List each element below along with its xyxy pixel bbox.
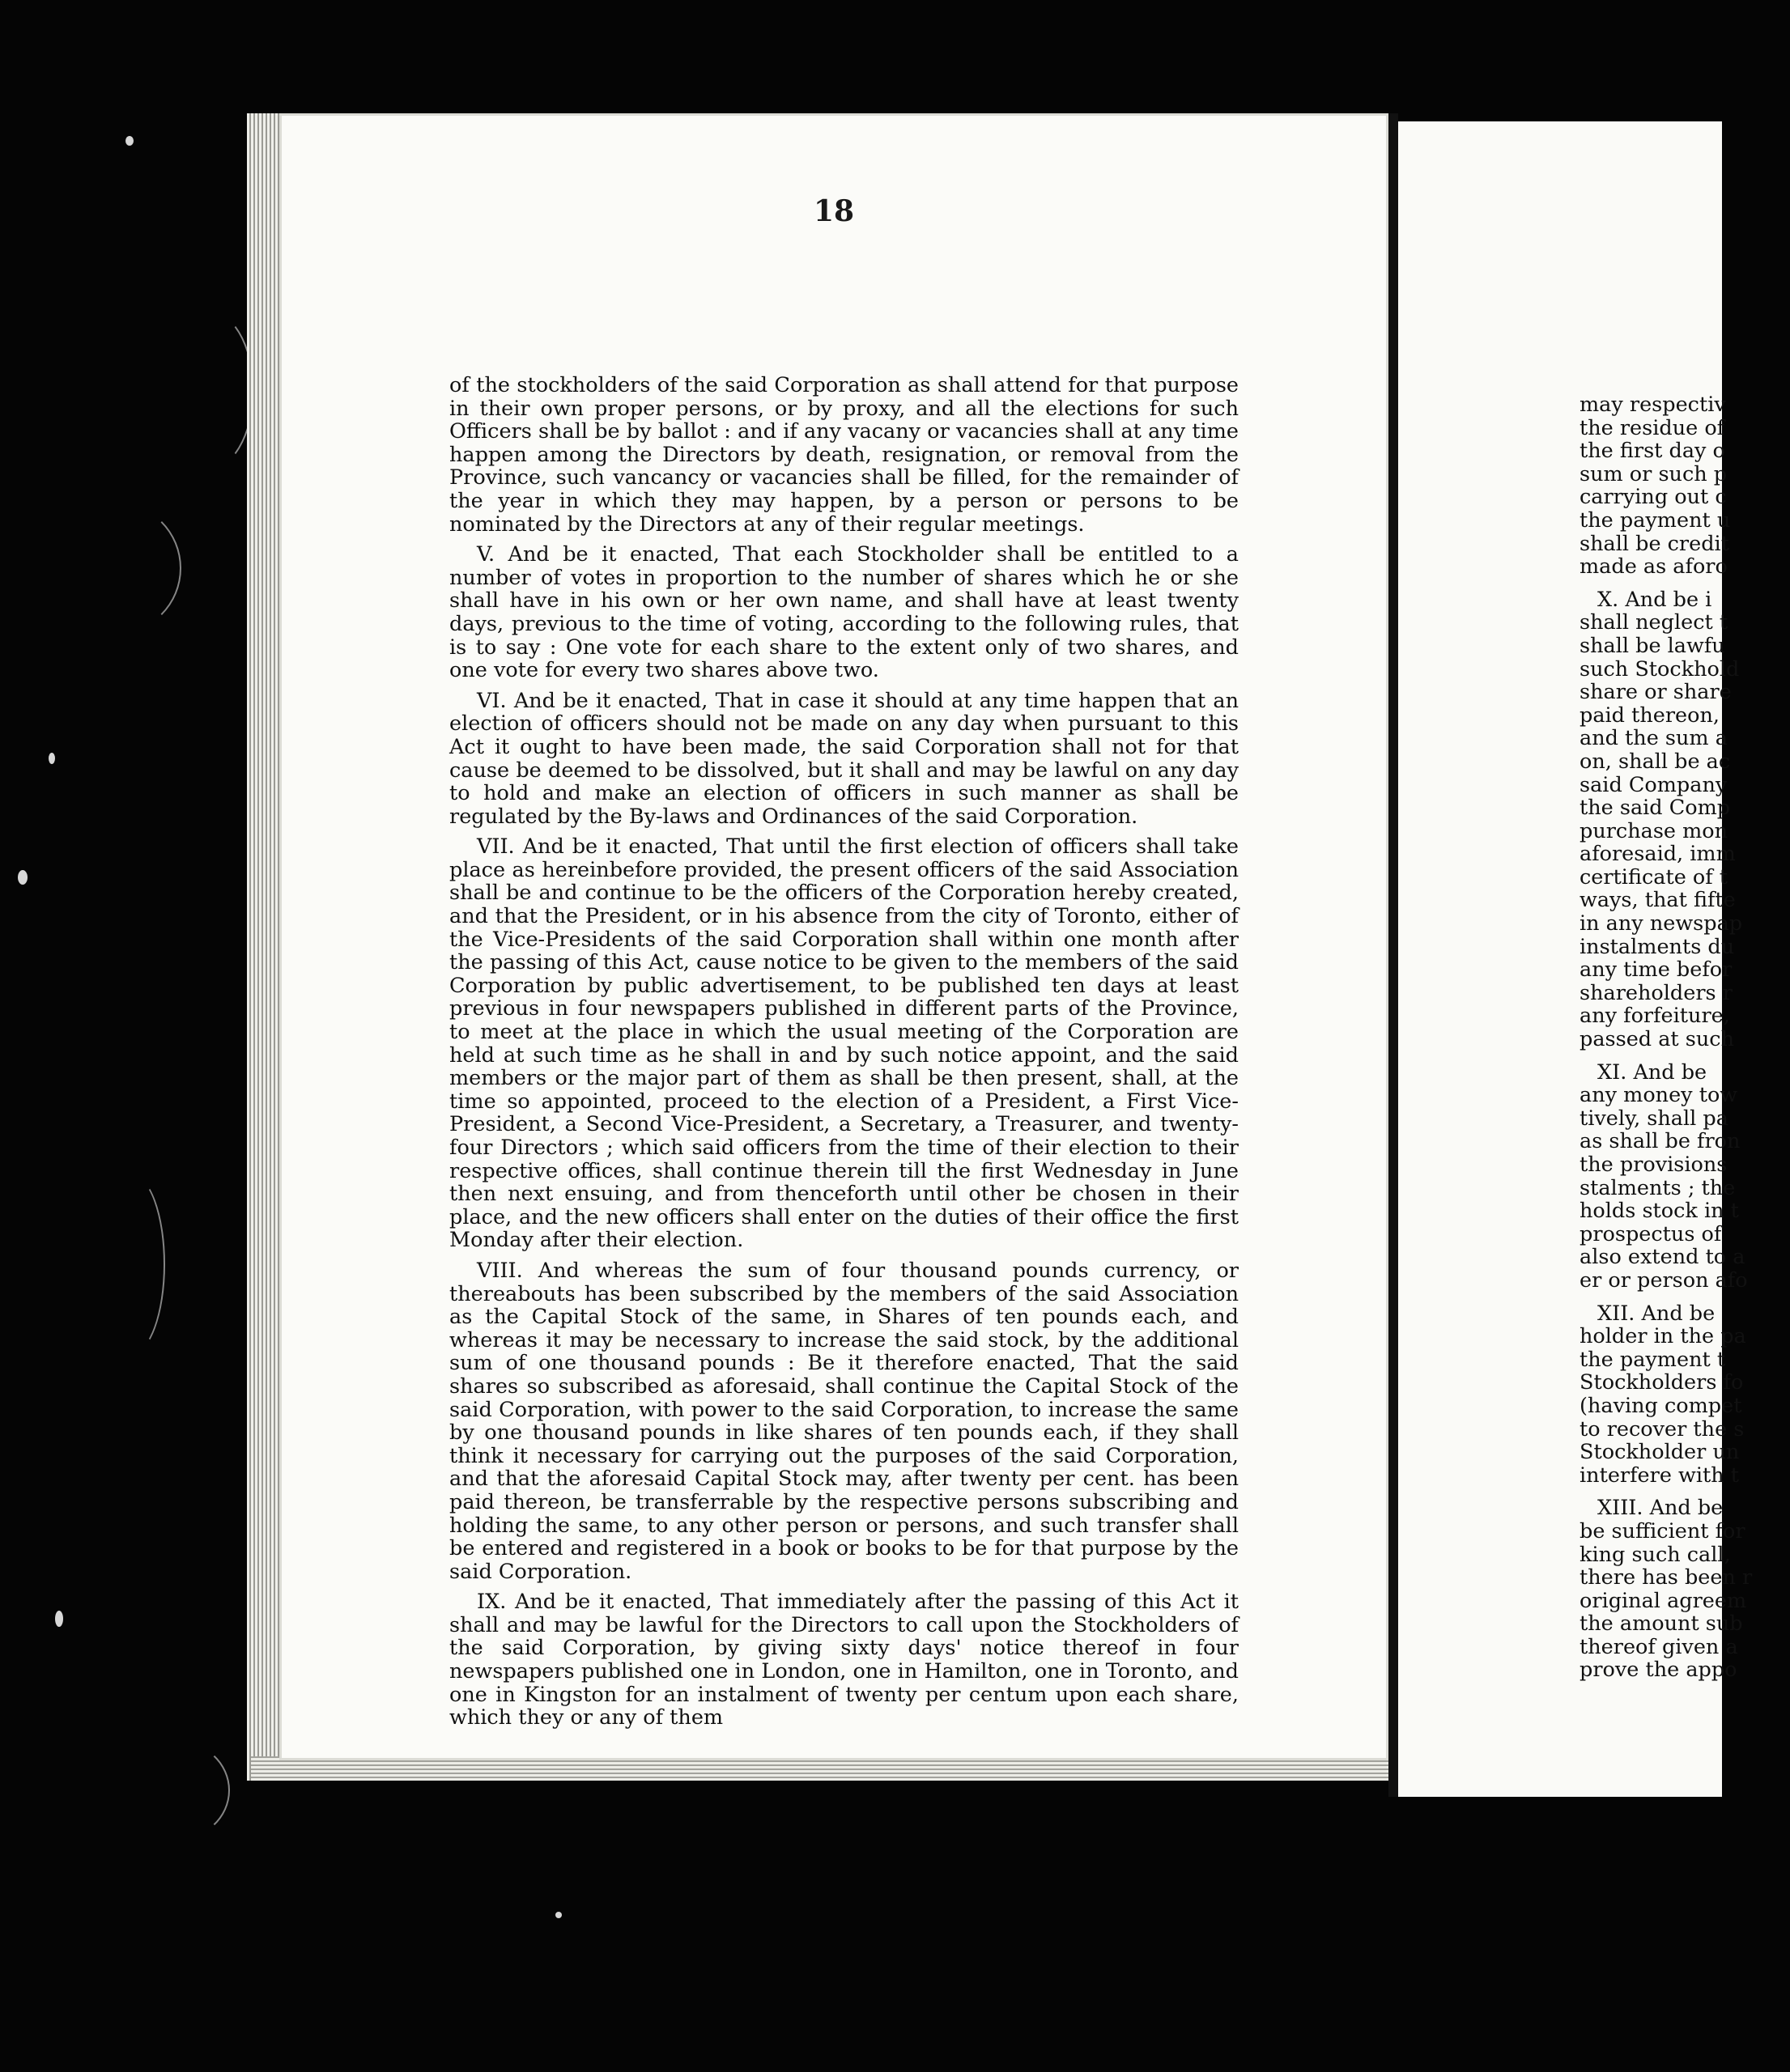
right-page-line: thereof given a bbox=[1580, 1634, 1738, 1659]
right-page-line: er or person afo bbox=[1580, 1267, 1748, 1293]
section-vi: VI. And be it enacted, That in case it should at any time happen that an election of officers should not be made on any day when pursuant to this Act it ought to have been made, the said Corporation shall not for that cause be deemed to be dissolved, but it shall and may be lawful on any day to hold and make an election of officers in such manner as shall be regulated by the By-laws and Ordinances of the said Corporation. bbox=[449, 688, 1239, 829]
right-page-line: the payment u bbox=[1580, 507, 1731, 533]
right-page-line: also extend to a bbox=[1580, 1245, 1745, 1270]
right-page-line: made as aforo bbox=[1580, 554, 1728, 580]
right-page-line: original agreem bbox=[1580, 1588, 1747, 1613]
right-page-text bbox=[1580, 393, 1790, 1682]
right-page-line: be sufficient for bbox=[1580, 1518, 1745, 1543]
right-page-line: on, shall be ac bbox=[1580, 749, 1731, 774]
right-page-line: any forfeiture, bbox=[1580, 1004, 1730, 1029]
right-page-line: any money tow bbox=[1580, 1083, 1738, 1108]
right-page-line: king such call, bbox=[1580, 1542, 1731, 1567]
section-v: V. And be it enacted, That each Stockholder shall be entitled to a number of votes in proportion to the number of shares which he or she shall have in his own or her own name, and shall have at least twenty days, previous to the time of voting, according to the following rules, that is to say : One vote for each share to the extent only of two shares, and one vote for every two shares above two. bbox=[449, 542, 1239, 683]
right-page-line: the said Comp bbox=[1580, 796, 1731, 821]
right-page-line: holder in the pa bbox=[1580, 1324, 1746, 1349]
right-page-line: to recover the s bbox=[1580, 1416, 1745, 1441]
page-number: 18 bbox=[813, 194, 855, 228]
fibre bbox=[97, 1174, 165, 1355]
right-page-line: prospectus of bbox=[1580, 1221, 1722, 1246]
right-page-line: XIII. And be bbox=[1597, 1496, 1724, 1521]
right-page-line: and the sum a bbox=[1580, 726, 1728, 751]
right-page-line: any time befor bbox=[1580, 957, 1733, 983]
dust-speck bbox=[125, 136, 134, 146]
right-page-line: interfere with t bbox=[1580, 1463, 1740, 1488]
right-page-line: may respectiv bbox=[1580, 393, 1726, 417]
section-ix: IX. And be it enacted, That immediately after the passing of this Act it shall and may be lawful for the Directors to call upon the Stockholders of the said Corporation, by giving sixty days' notice thereof in four newspapers published one in London, one in Hamilton, one in Toronto, and one in Kingston for an instalment of twenty per centum upon each share, which they or any of them bbox=[449, 1590, 1239, 1730]
right-page-line: aforesaid, imm bbox=[1580, 842, 1736, 867]
right-page-line: the residue of bbox=[1580, 415, 1725, 440]
fibre bbox=[154, 308, 254, 473]
right-page-line: as shall be fron bbox=[1580, 1129, 1741, 1154]
book-spine bbox=[1388, 113, 1398, 1797]
right-page-line: carrying out c bbox=[1580, 485, 1727, 510]
right-page-line: XII. And be bbox=[1597, 1301, 1716, 1326]
right-page-line: sum or such p bbox=[1580, 461, 1728, 486]
paragraph-gap bbox=[1580, 1293, 1790, 1302]
right-page-line: (having compet bbox=[1580, 1393, 1742, 1418]
right-page-line: certificate of t bbox=[1580, 864, 1728, 890]
right-page-line: Stockholders fo bbox=[1580, 1370, 1744, 1395]
right-page-line: the first day o bbox=[1580, 439, 1725, 464]
right-page-line: the provisions bbox=[1580, 1153, 1728, 1177]
right-page-line: ways, that fifte bbox=[1580, 888, 1736, 913]
right-page-line: holds stock in t bbox=[1580, 1199, 1739, 1224]
right-page-line: passed at such bbox=[1580, 1027, 1734, 1052]
paragraph-continuation: of the stockholders of the said Corporation as shall attend for that purpose in their own proper persons, or by proxy, and all the elections for such Officers shall be by ballot : and if any vacany or vacancies shall at any time happen among the Directors by death, resignation, or removal from the Province, such vancancy or vacancies shall be filled, for the remainder of the year in which they may happen, by a person or persons to be nominated by the Directors at any of their regular meetings. bbox=[449, 373, 1239, 537]
right-page-line: paid thereon, bbox=[1580, 703, 1720, 728]
right-page-line: shall neglect t bbox=[1580, 610, 1728, 635]
right-page-line: the amount sub bbox=[1580, 1611, 1743, 1637]
dust-speck bbox=[55, 1611, 63, 1627]
dust-speck bbox=[18, 870, 28, 885]
right-page-line: such Stockhold bbox=[1580, 656, 1740, 681]
dust-speck bbox=[49, 753, 55, 764]
dust-speck bbox=[555, 1912, 562, 1918]
fibre bbox=[49, 502, 181, 635]
right-page-line: prove the appo bbox=[1580, 1658, 1737, 1683]
right-page-line: XI. And be bbox=[1597, 1059, 1707, 1085]
right-page-line: purchase mon bbox=[1580, 818, 1728, 843]
paragraph-gap bbox=[1580, 1051, 1790, 1061]
left-page-stack-edge bbox=[247, 113, 281, 1781]
right-page-line: shall be lawfu bbox=[1580, 633, 1725, 658]
section-viii: VIII. And whereas the sum of four thousand pounds currency, or thereabouts has been subscribed by the members of the said Association as the Capital Stock of the same, in Shares of ten pounds each, and whereas it may be necessary to increase the said stock, by the additional sum of one thousand pounds : Be it therefore enacted, That the said shares so subscribed as aforesaid, shall continue the Capital Stock of the said Corporation, with power to the said Corporation, to increase the same by one thousand pounds in like shares of ten pounds each, if they shall think it necessary for carrying out the purposes of the said Corporation, and that the aforesaid Capital Stock may, after twenty per cent. has been paid thereon, be transferrable by the respective persons subscribing and holding the same, to any other person or persons, and such transfer shall be entered and registered in a book or books to be for that purpose by the said Corporation. bbox=[449, 1258, 1239, 1584]
right-page-line: stalments ; the bbox=[1580, 1175, 1736, 1200]
right-page-line: Stockholder un bbox=[1580, 1440, 1740, 1465]
fibre bbox=[121, 1740, 230, 1841]
section-vii: VII. And be it enacted, That until the first election of officers shall take place as hereinbefore provided, the present officers of the said Association shall be and continue to be the officers of the Corporation hereby created, and that the President, or in his absence from the city of Toronto, either of the Vice-Presidents of the said Corporation shall within one month after the passing of this Act, cause notice to be given to the members of the said Corporation by public advertisement, to be published ten days at least previous in four newspapers published in different parts of the Province, to meet at the place in which the usual meeting of the Corporation are held at such time as he shall in and by such notice appoint, and the said members or the major part of them as shall be then present, shall, at the time so appointed, proceed to the election of a President, a First Vice-President, a Second Vice-President, a Secretary, a Treasurer, and twenty-four Directors ; which said officers from the time of their election to their respective offices, shall continue therein till the first Wednesday in June then next ensuing, and from thenceforth until other be chosen in their place, and the new officers shall enter on the duties of their office the first Monday after their election. bbox=[449, 834, 1239, 1253]
right-page-line: the payment t bbox=[1580, 1347, 1726, 1372]
right-page-line: there has been r bbox=[1580, 1565, 1753, 1590]
right-page-line: X. And be i bbox=[1597, 587, 1712, 612]
right-page-line: tively, shall pa bbox=[1580, 1106, 1728, 1131]
right-page-line: shareholders r bbox=[1580, 980, 1733, 1005]
right-page-line: in any newspap bbox=[1580, 911, 1743, 936]
right-page-line: shall be credit bbox=[1580, 531, 1729, 556]
left-page-text bbox=[449, 374, 1239, 1730]
right-page-line: said Company bbox=[1580, 772, 1728, 797]
paragraph-gap bbox=[1580, 579, 1790, 588]
right-page-line: share or share bbox=[1580, 680, 1732, 705]
right-page-line: instalments du bbox=[1580, 934, 1735, 959]
